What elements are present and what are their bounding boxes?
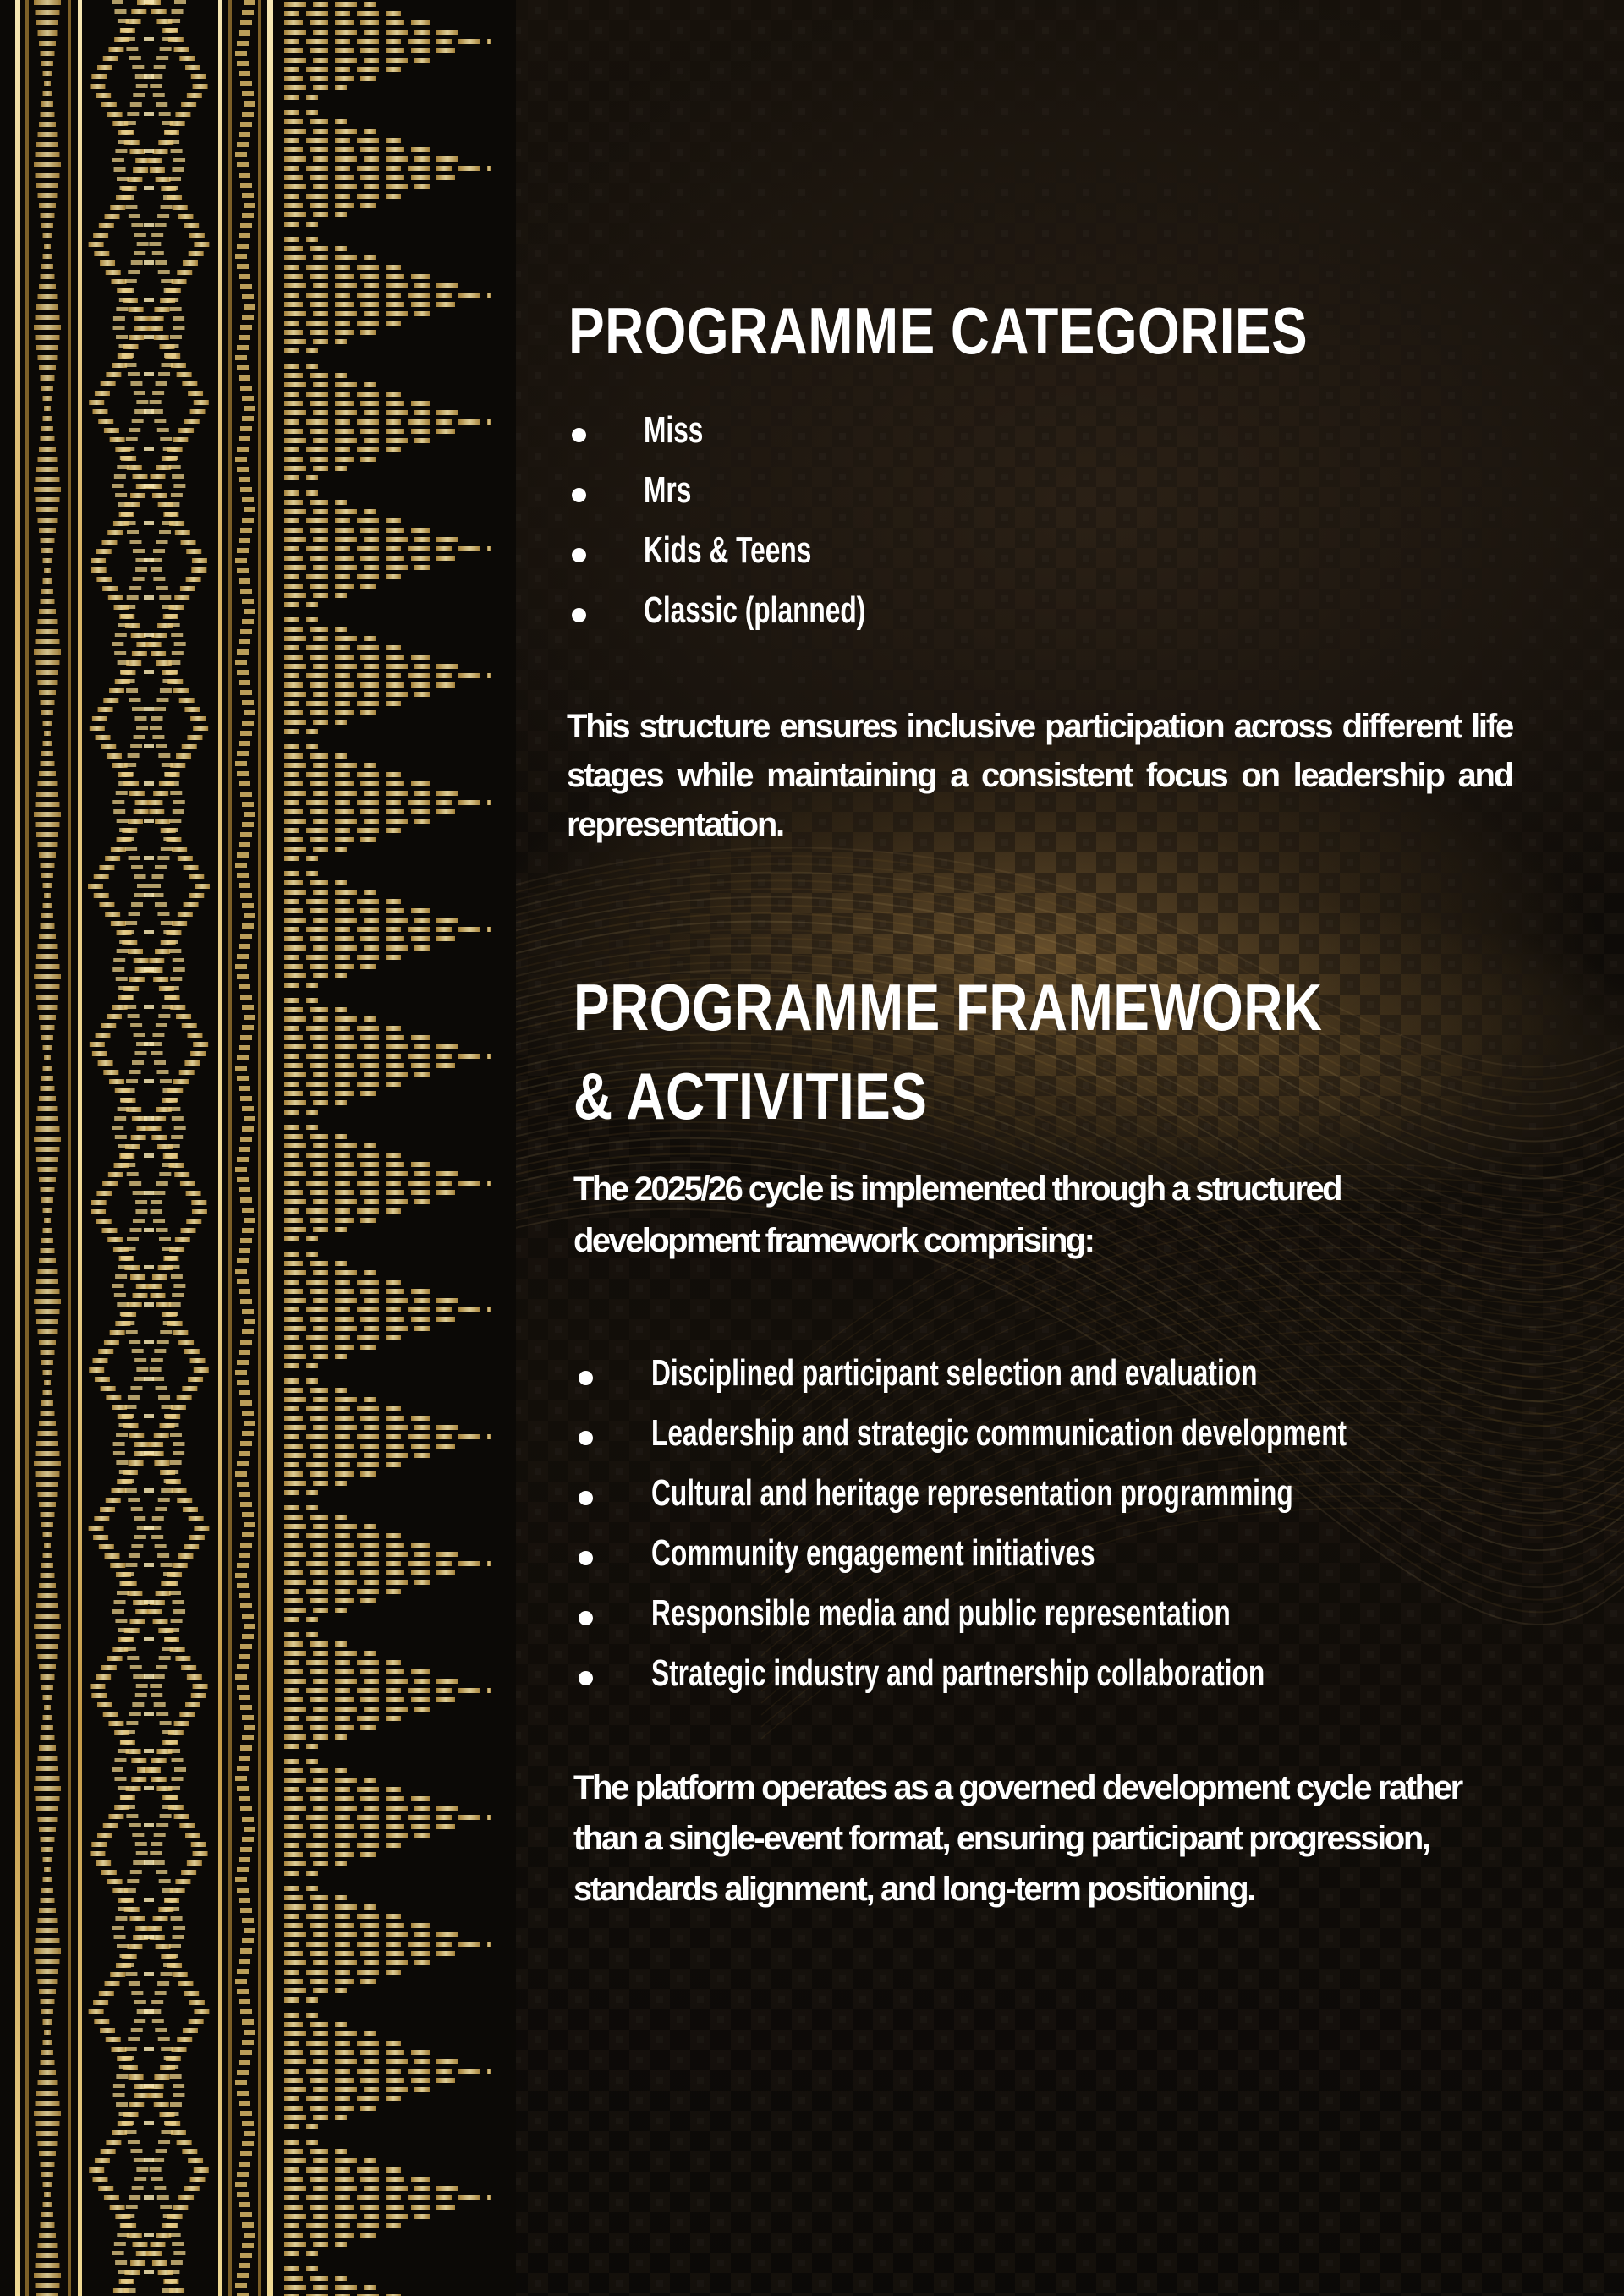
bullet-icon [579, 1611, 593, 1625]
programme-framework-heading-line1: PROGRAMME FRAMEWORK [573, 970, 1323, 1044]
framework-closing: The platform operates as a governed development cycle rather than a single-event format, ensuring participant progression, standards alignment, and long-term positioning. [573, 1769, 1462, 1908]
bullet-icon [572, 548, 586, 562]
bullet-icon [579, 1371, 593, 1385]
programme-framework-heading-line2: & ACTIVITIES [573, 1059, 928, 1133]
bullet-icon [572, 608, 586, 622]
framework-intro: The 2025/26 cycle is implemented through a structured development framework comprising: [573, 1170, 1341, 1259]
bullet-icon [579, 1431, 593, 1445]
content-area: PROGRAMME CATEGORIES Miss Mrs Kids & Teens Classic (planned) This structure ensures inclusive participation across different life stages while maintaining a consistent focus on leadership and representation. PROGRAMME FRAMEWORK & ACTIVITIES The 2025/26 cycle is implemented through a structured development framework comprising: Disciplined participant selection and evaluation Leadership and strategic communication development Cultural and heritage representation programming Community engagement initiatives Responsible media and public representation Strategic industry and partnership collaboration The platform operates as a governed development cycle rather than a single-event format, ensuring participant progression, standards alignment, and long-term positioning. [0, 0, 1624, 2296]
programme-categories-heading: PROGRAMME CATEGORIES [568, 293, 1309, 368]
bullet-icon [579, 1551, 593, 1565]
bullet-icon [579, 1671, 593, 1685]
categories-description: This structure ensures inclusive participation across different life stages while maintaining a consistent focus on leadership and representation. [567, 708, 1512, 843]
bullet-icon [572, 488, 586, 502]
bullet-icon [572, 428, 586, 442]
bullet-icon [579, 1491, 593, 1505]
